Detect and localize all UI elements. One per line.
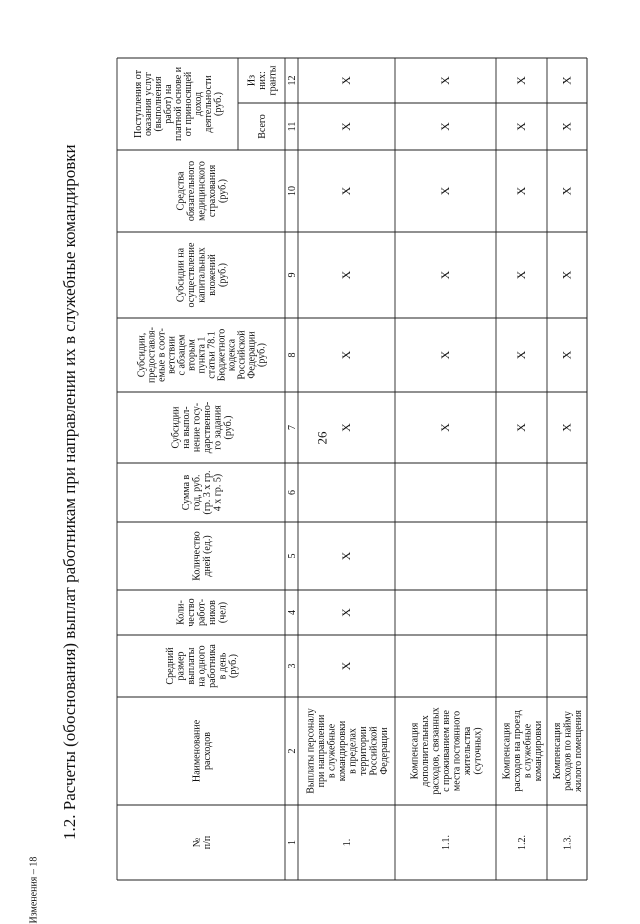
- column-number-7: 7: [287, 425, 298, 430]
- column-number-9: 9: [287, 272, 298, 278]
- not-applicable-mark: X: [514, 186, 528, 196]
- column-number-2: 2: [287, 748, 298, 754]
- header-capital: Субсидии наосуществлениекапитальныхвложений(руб.): [175, 242, 229, 308]
- header-sum: Сумма вгод, руб.(гр. 3 х гр.4 х гр. 5): [180, 470, 224, 515]
- header-name: Наименованиерасходов: [191, 719, 213, 783]
- column-number-1: 1: [287, 840, 298, 845]
- header-days: Количестводней (ед.): [191, 531, 213, 581]
- header-avg-payment: Среднийразмервыплатына одногоработникав день(руб.): [165, 644, 239, 688]
- row-number: 1.1.: [441, 835, 452, 850]
- row-name: Выплаты персоналупри направлениив служебныекомандировкив пределахтерриторииРоссийскойФедерации: [305, 708, 390, 794]
- column-number-8: 8: [287, 352, 298, 358]
- not-applicable-mark: X: [438, 423, 452, 432]
- not-applicable-mark: X: [339, 661, 353, 671]
- header-paid-services: Поступления отоказания услуг(выполненияработ) наплатной основе иот приносящейдоходдеятельности(руб.): [133, 66, 224, 142]
- not-applicable-mark: X: [514, 423, 528, 432]
- not-applicable-mark: X: [559, 76, 574, 85]
- header-total: Всего: [257, 114, 268, 139]
- row-name: Компенсациярасходов по наймужилого помещения: [552, 710, 584, 792]
- footer-note: Изменения – 18: [28, 856, 40, 924]
- not-applicable-mark: X: [514, 122, 528, 131]
- not-applicable-mark: X: [339, 270, 353, 280]
- header-oms: Средстваобязательногомедицинскогострахования(руб.): [175, 160, 229, 222]
- not-applicable-mark: X: [559, 270, 574, 280]
- not-applicable-mark: X: [514, 270, 528, 280]
- column-number-3: 3: [287, 663, 298, 669]
- not-applicable-mark: X: [438, 270, 452, 280]
- not-applicable-mark: X: [339, 186, 353, 196]
- row-number: 1.2.: [517, 835, 528, 850]
- row-name: Компенсациядополнительныхрасходов, связанныхс проживанием внеместа постоянногожительства(суточных): [409, 707, 484, 795]
- header-num: №п/п: [191, 835, 213, 850]
- header-subsidy-781: Субсидии,предоставля-емые в соот-ветствиис абзацемвторымпункта 1статьи 78.1БюджетногокодексаРоссийскойФедерации(руб.): [136, 327, 268, 383]
- column-number-10: 10: [287, 186, 298, 196]
- not-applicable-mark: X: [339, 551, 353, 561]
- column-number-5: 5: [287, 553, 298, 559]
- column-number-4: 4: [287, 610, 298, 615]
- not-applicable-mark: X: [559, 186, 574, 196]
- not-applicable-mark: X: [339, 122, 353, 131]
- column-number-6: 6: [287, 490, 298, 495]
- not-applicable-mark: X: [438, 122, 452, 131]
- header-grants: Изних:гранты: [246, 65, 279, 96]
- row-number: 1.: [342, 838, 353, 847]
- not-applicable-mark: X: [438, 76, 452, 85]
- not-applicable-mark: X: [339, 76, 353, 85]
- section-title: 1.2. Расчеты (обоснования) выплат работникам при направлении их в служебные командировки: [60, 144, 79, 840]
- header-state-task: Субсидиина выпол-нение госу-дарственно-го задания(руб.): [170, 401, 234, 454]
- not-applicable-mark: X: [339, 423, 353, 432]
- not-applicable-mark: X: [339, 608, 353, 617]
- row-name: Компенсациярасходов на проездв служебныекомандировки: [501, 710, 544, 792]
- column-number-12: 12: [287, 75, 298, 86]
- not-applicable-mark: X: [339, 350, 353, 360]
- not-applicable-mark: X: [559, 423, 574, 432]
- header-workers: Коли-честворабот-ников(чел): [175, 598, 229, 627]
- not-applicable-mark: X: [514, 350, 528, 360]
- page-number: 26: [314, 431, 330, 445]
- column-number-11: 11: [287, 121, 298, 132]
- not-applicable-mark: X: [438, 186, 452, 196]
- not-applicable-mark: X: [438, 350, 452, 360]
- not-applicable-mark: X: [559, 350, 574, 360]
- not-applicable-mark: X: [514, 76, 528, 85]
- row-number: 1.3.: [562, 835, 574, 850]
- not-applicable-mark: X: [559, 122, 574, 131]
